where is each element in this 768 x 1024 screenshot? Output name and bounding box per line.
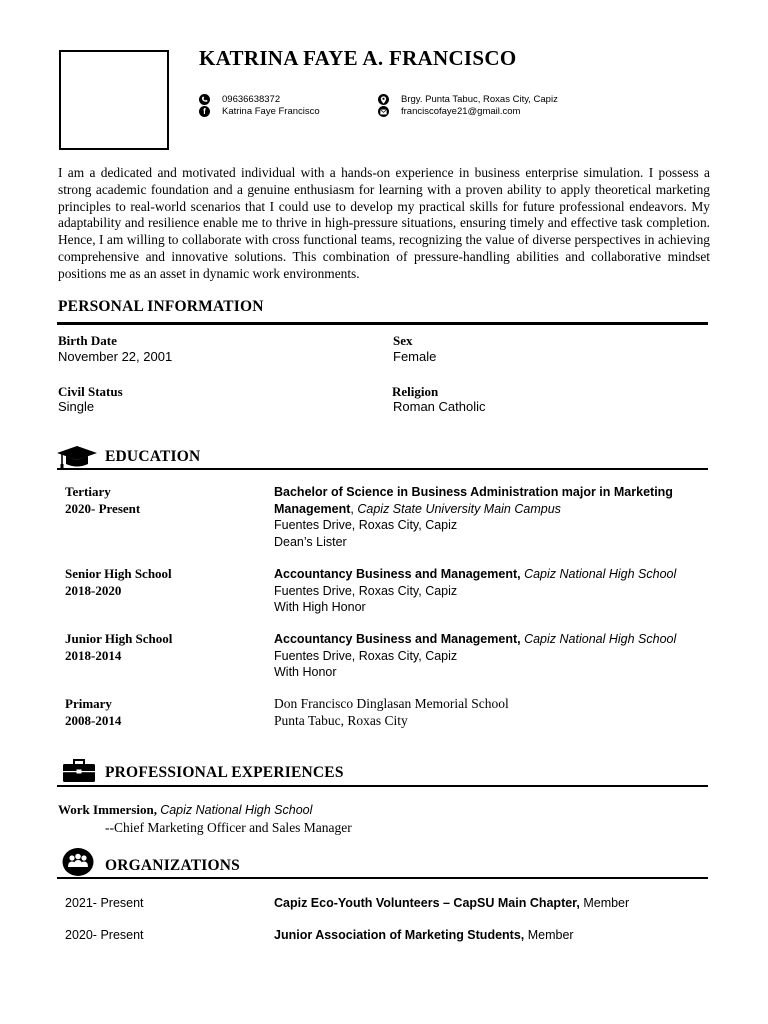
profile-photo-placeholder	[59, 50, 169, 150]
education-entry-jhs-right	[274, 631, 694, 681]
education-years: 2018-2020	[65, 582, 122, 598]
address-text: Brgy. Punta Tabuc, Roxas City, Capiz	[401, 94, 558, 105]
personal-info-heading: PERSONAL INFORMATION	[58, 298, 264, 315]
facebook-name: Katrina Faye Francisco	[222, 106, 320, 117]
education-program: Bachelor of Science in Business Administration major in Marketing Management	[274, 485, 673, 516]
education-honor: With Honor	[274, 665, 337, 679]
education-address: Fuentes Drive, Roxas City, Capiz	[274, 583, 458, 598]
phone-number: 09636638372	[222, 94, 281, 105]
education-school: Capiz State University Main Campus	[357, 501, 561, 516]
education-level: Senior High School	[65, 566, 172, 581]
facebook-icon: f	[199, 106, 210, 117]
email-icon	[378, 106, 389, 117]
civil-status-value: Single	[58, 399, 95, 414]
experience-position: --Chief Marketing Officer and Sales Manager	[105, 820, 352, 835]
organization-role: Member	[583, 896, 630, 910]
education-address: Fuentes Drive, Roxas City, Capiz	[274, 648, 458, 663]
contact-phone	[199, 94, 280, 105]
email-text: franciscofaye21@gmail.com	[401, 106, 521, 117]
organization-entry	[274, 928, 574, 942]
sex-label: Sex	[393, 333, 413, 348]
education-entry-shs-left	[65, 566, 172, 599]
graduation-cap-icon	[56, 444, 98, 475]
education-entry-shs-right	[274, 566, 694, 616]
organizations-heading: ORGANIZATIONS	[105, 857, 240, 874]
briefcase-icon	[62, 759, 96, 788]
education-level: Tertiary	[65, 484, 111, 499]
education-address: Punta Tabuc, Roxas City	[274, 712, 408, 728]
education-entry-primary-left	[65, 696, 121, 729]
professional-summary: I am a dedicated and motivated individual with a hands-on experience in business enterprise simulation. I possess a strong academic foundation and a genuine enthusiasm for learning with a proven ability to apply theoretical marketing principles to real-world scenarios that I could use to develop my practical skills for future professional endeavors. My adaptability and resilience enable me to thrive in high-pressure situations, ensuring timely and effective task completion. Hence, I am willing to collaborate with cross functional teams, recognizing the value of diverse perspectives in achieving comprehensive and innovative solutions. This combination of pressure-handling abilities and collaborative mindset positions me as an asset in dynamic work environments.	[58, 165, 710, 281]
religion-value: Roman Catholic	[393, 399, 486, 414]
education-years: 2008-2014	[65, 712, 122, 728]
education-level: Junior High School	[65, 631, 173, 646]
religion-label: Religion	[392, 384, 439, 399]
birth-date-value: November 22, 2001	[58, 349, 173, 364]
organization-name: Capiz Eco-Youth Volunteers – CapSU Main Chapter,	[274, 896, 580, 910]
education-years: 2020- Present	[65, 500, 141, 516]
education-entry-tertiary-right: Bachelor of Science in Business Administration major in Marketing Management, Capiz State University Main Campus Fuentes Drive, Roxas City, Capiz Dean’s Lister	[274, 484, 694, 550]
section-divider	[57, 468, 708, 470]
organization-role: Member	[527, 928, 574, 942]
experience-title: Work Immersion,	[58, 802, 157, 817]
section-divider	[57, 877, 708, 879]
education-level: Primary	[65, 696, 112, 711]
education-school: Capiz National High School	[524, 567, 677, 581]
experience-org: Capiz National High School	[160, 803, 313, 817]
organization-entry	[274, 896, 629, 910]
location-pin-icon	[378, 94, 389, 105]
education-address: Fuentes Drive, Roxas City, Capiz	[274, 518, 458, 532]
education-honor: Dean’s Lister	[274, 534, 347, 549]
education-program: Accountancy Business and Management,	[274, 632, 521, 646]
education-school: Capiz National High School	[524, 632, 677, 646]
section-divider	[57, 322, 708, 325]
education-entry-tertiary-left	[65, 484, 140, 517]
experience-heading: PROFESSIONAL EXPERIENCES	[105, 764, 344, 781]
education-years: 2018-2014	[65, 647, 122, 663]
organization-years: 2021- Present	[65, 896, 144, 910]
education-heading: EDUCATION	[105, 448, 201, 465]
experience-entry	[58, 802, 312, 818]
education-school: Don Francisco Dinglasan Memorial School	[274, 696, 509, 711]
education-entry-jhs-left	[65, 631, 172, 664]
contact-facebook	[199, 106, 320, 117]
phone-icon	[199, 94, 210, 105]
applicant-name: KATRINA FAYE A. FRANCISCO	[199, 46, 517, 70]
contact-address	[378, 94, 558, 105]
sex-value: Female	[393, 349, 437, 364]
birth-date-label: Birth Date	[58, 333, 117, 348]
education-honor: With High Honor	[274, 600, 366, 614]
organization-years: 2020- Present	[65, 928, 144, 942]
section-divider	[57, 785, 708, 787]
civil-status-label: Civil Status	[58, 384, 123, 399]
education-entry-primary-right	[274, 696, 694, 729]
organization-name: Junior Association of Marketing Students,	[274, 928, 525, 942]
contact-email	[378, 106, 520, 117]
education-program: Accountancy Business and Management,	[274, 567, 521, 581]
